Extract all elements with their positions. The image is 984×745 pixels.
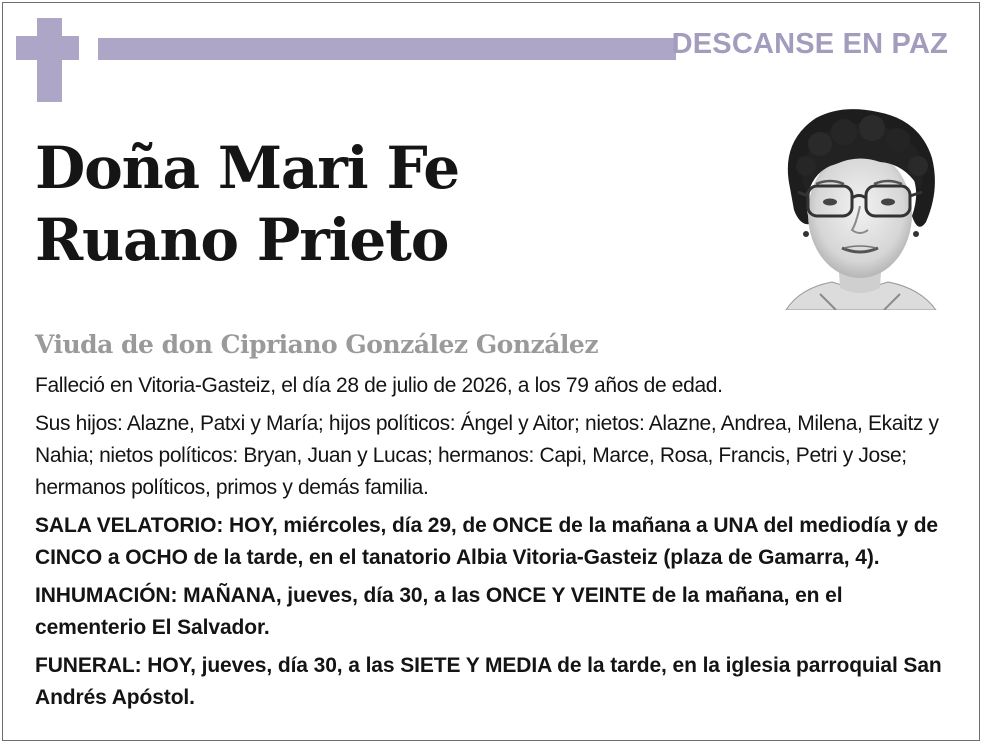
deceased-name-line2: Ruano Prieto bbox=[35, 206, 449, 274]
deceased-name-line1: Doña Mari Fe bbox=[35, 134, 459, 202]
deceased-name bbox=[35, 132, 459, 276]
burial-paragraph: INHUMACIÓN: MAÑANA, jueves, día 30, a las ONCE Y VEINTE de la mañana, en el cementerio El Salvador. bbox=[35, 584, 843, 639]
wake-paragraph: SALA VELATORIO: HOY, miércoles, día 29, de ONCE de la mañana a UNA del mediodía y de CINCO a OCHO de la tarde, en el tanatorio Albia Vitoria-Gasteiz (plaza de Gamarra, 4). bbox=[35, 514, 939, 569]
funeral-paragraph: FUNERAL: HOY, jueves, día 30, a las SIETE Y MEDIA de la tarde, en la iglesia parroquial San Andrés Apóstol. bbox=[35, 654, 942, 709]
family-paragraph: Sus hijos: Alazne, Patxi y María; hijos políticos: Ángel y Aitor; nietos: Alazne, Andrea, Milena, Ekaitz y Nahia; nietos políticos: Bryan, Juan y Lucas; hermanos: Capi, Marce, Rosa, Francis, Petri y Jose; hermanos políticos, primos y demás familia. bbox=[35, 412, 939, 499]
obituary-body bbox=[35, 370, 947, 720]
cross-icon-horizontal bbox=[16, 36, 79, 60]
widow-of-subtitle: Viuda de don Cipriano González González bbox=[35, 330, 599, 359]
header-band bbox=[98, 38, 676, 60]
cross-icon-vertical bbox=[37, 18, 62, 102]
portrait-photo bbox=[780, 106, 940, 310]
death-notice-paragraph: Falleció en Vitoria-Gasteiz, el día 28 de julio de 2026, a los 79 años de edad. bbox=[35, 374, 723, 397]
rest-in-peace-heading: DESCANSE EN PAZ bbox=[671, 28, 948, 60]
